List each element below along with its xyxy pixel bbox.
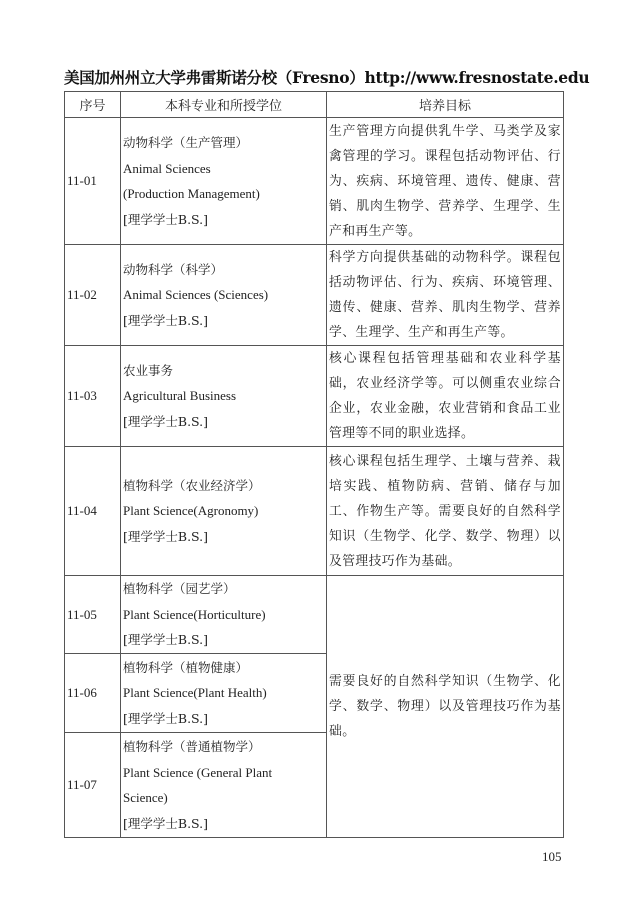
table-row: [65, 576, 564, 654]
table-row: [65, 346, 564, 447]
page-number: 105: [542, 849, 562, 864]
row-goal: 生产管理方向提供乳牛学、马类学及家禽管理的学习。课程包括动物评估、行为、疾病、环境管理、遗传、健康、营销、肌肉生物学、营养学、生理学、生产和再生产等。: [327, 118, 564, 245]
major-name-en: Animal Sciences (Sciences): [123, 287, 269, 303]
majors-table: [64, 91, 564, 838]
row-code: 11-01: [65, 118, 121, 245]
degree-label: [理学学士B.S.]: [123, 312, 209, 328]
major-name-en: Plant Science (General Plant Science): [123, 764, 273, 805]
major-name-cn: 动物科学（科学）: [123, 261, 224, 277]
page-title: 美国加州州立大学弗雷斯诺分校（Fresno）http://www.fresnostate.edu: [64, 68, 590, 87]
major-name-en: Animal Sciences: [123, 160, 211, 176]
row-code: 11-07: [65, 733, 121, 838]
row-code: 11-06: [65, 654, 121, 733]
degree-label: [理学学士B.S.]: [123, 211, 209, 227]
degree-label: [理学学士B.S.]: [123, 710, 209, 726]
row-major: [121, 654, 327, 733]
major-name-cn: 植物科学（普通植物学）: [123, 739, 261, 754]
major-name-cn: 植物科学（园艺学）: [123, 581, 236, 597]
major-name-cn: 植物科学（农业经济学）: [123, 477, 261, 493]
row-goal: 核心课程包括生理学、土壤与营养、栽培实践、植物防病、营销、储存与加工、作物生产等。需要良好的自然科学知识（生物学、化学、数学、物理）以及管理技巧作为基础。: [327, 447, 564, 576]
degree-label: [理学学士B.S.]: [123, 815, 209, 831]
row-major: [121, 447, 327, 576]
major-name-en-line2: (Production Management): [123, 186, 260, 201]
row-major: [121, 245, 327, 346]
row-goal: 科学方向提供基础的动物科学。课程包括动物评估、行为、疾病、环境管理、遗传、健康、营养、肌肉生物学、营养学、生理学、生产和再生产等。: [327, 245, 564, 346]
table-row: [65, 447, 564, 576]
shared-goal: 需要良好的自然科学知识（生物学、化学、数学、物理）以及管理技巧作为基础。: [327, 576, 564, 838]
degree-label: [理学学士B.S.]: [123, 413, 209, 429]
major-name-en: Plant Science(Plant Health): [123, 685, 267, 701]
table-row: [65, 118, 564, 245]
row-major: [121, 346, 327, 447]
row-goal: 核心课程包括管理基础和农业科学基础，农业经济学等。可以侧重农业综合企业，农业金融，农业营销和食品工业管理等不同的职业选择。: [327, 346, 564, 447]
header-code: 序号: [65, 92, 121, 118]
row-major: [121, 576, 327, 654]
major-name-en: Agricultural Business: [123, 388, 237, 404]
major-name-cn: 植物科学（植物健康）: [123, 659, 249, 675]
row-code: 11-04: [65, 447, 121, 576]
major-name-en: Plant Science(Horticulture): [123, 606, 266, 622]
table-header-row: [65, 92, 564, 118]
row-major: [121, 118, 327, 245]
degree-label: [理学学士B.S.]: [123, 632, 209, 648]
degree-label: [理学学士B.S.]: [123, 528, 209, 544]
major-name-cn: 农业事务: [123, 362, 174, 378]
row-major: [121, 733, 327, 838]
row-code: 11-05: [65, 576, 121, 654]
major-name-cn: 动物科学（生产管理）: [123, 135, 249, 150]
table-row: [65, 245, 564, 346]
row-code: 11-03: [65, 346, 121, 447]
header-goal: 培养目标: [327, 92, 564, 118]
header-major: 本科专业和所授学位: [121, 92, 327, 118]
major-name-en: Plant Science(Agronomy): [123, 503, 259, 519]
row-code: 11-02: [65, 245, 121, 346]
